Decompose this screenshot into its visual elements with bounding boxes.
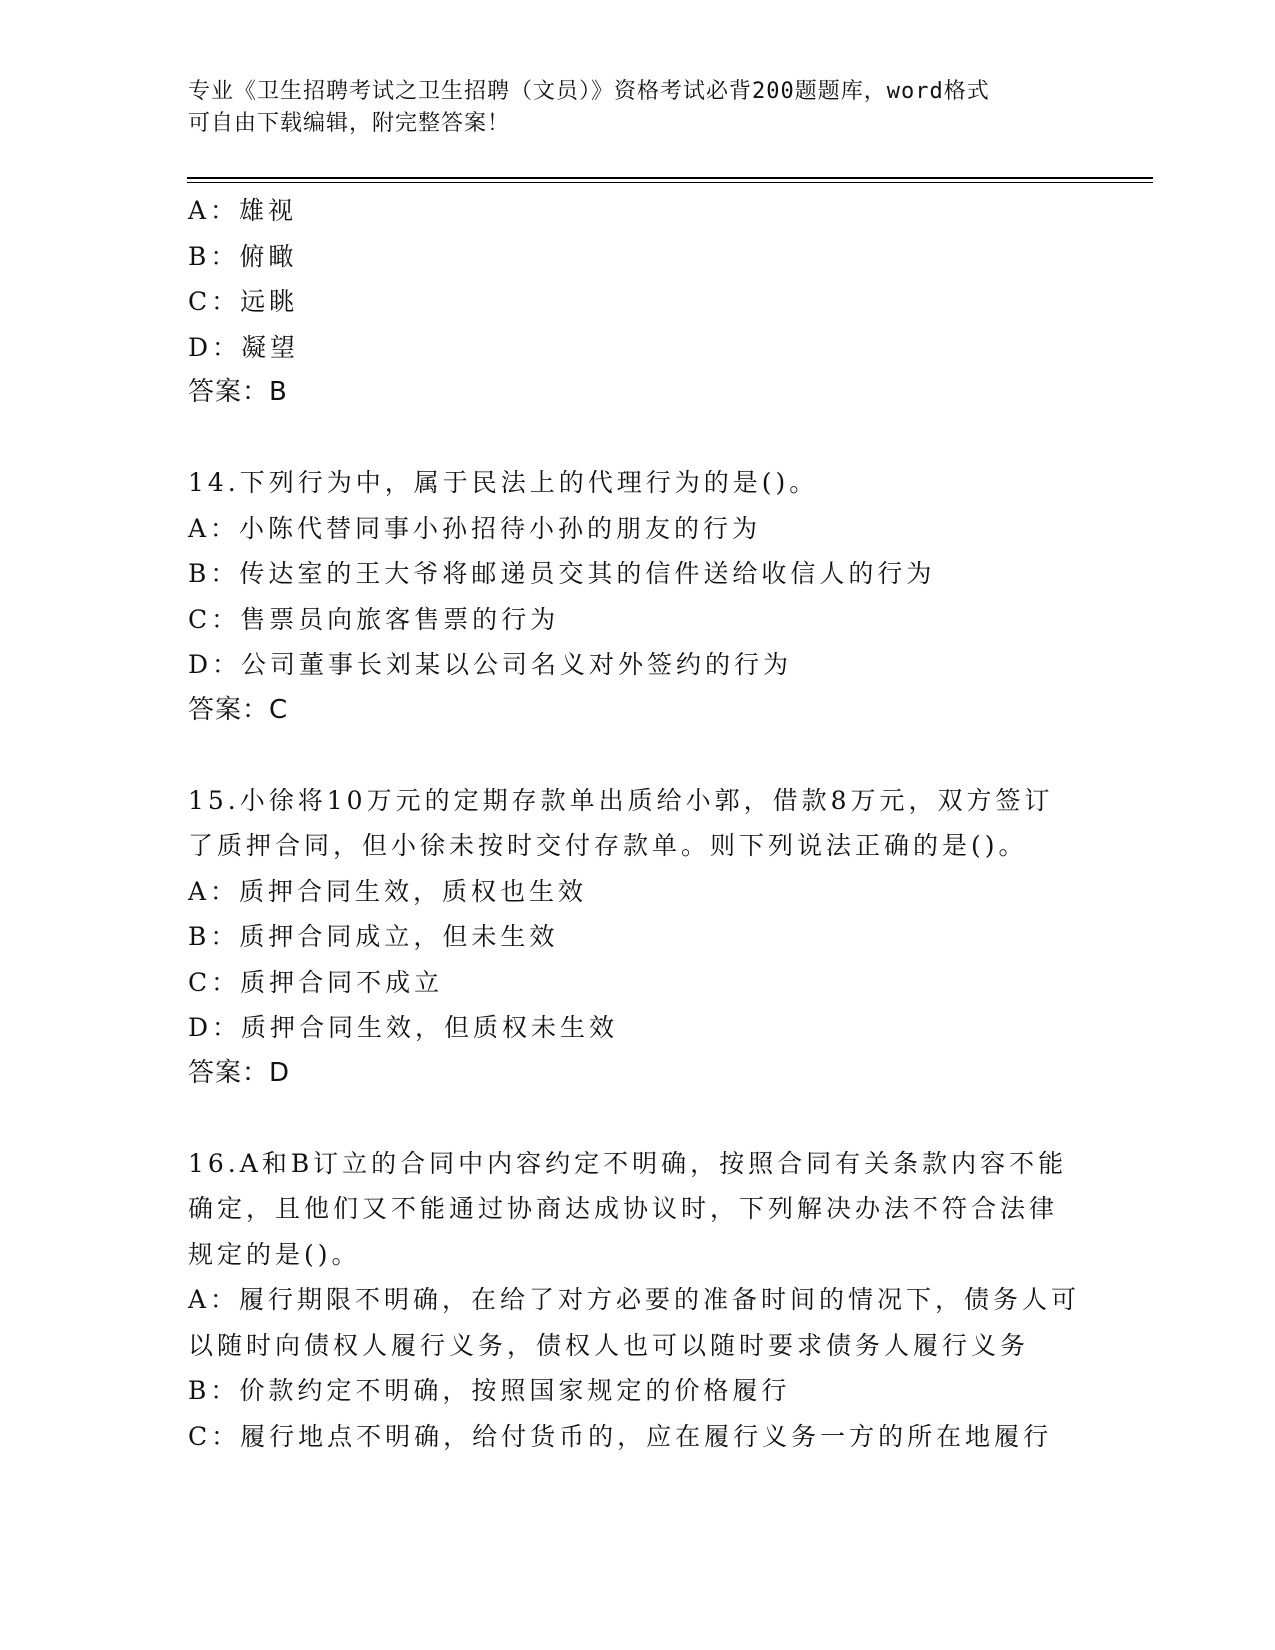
option-b: B：俯瞰: [188, 241, 298, 271]
option-c: C：质押合同不成立: [188, 967, 444, 997]
option-d: D：质押合同生效，但质权未生效: [188, 1013, 619, 1042]
spacer: [188, 733, 1088, 778]
question-14: [188, 460, 1088, 733]
option-d: D：凝望: [188, 332, 300, 362]
question-stem: 14.下列行为中，属于民法上的代理行为的是()。: [188, 468, 819, 497]
option-d: D：公司董事长刘某以公司名义对外签约的行为: [188, 650, 793, 679]
option-a: A：雄视: [188, 196, 298, 225]
question-stem-cont: 了质押合同，但小徐未按时交付存款单。则下列说法正确的是()。: [188, 831, 1028, 860]
question-stem: 16.A和B订立的合同中内容约定不明确，按照合同有关条款内容不能: [188, 1148, 1068, 1178]
header-divider: [187, 177, 1153, 183]
question-13: [188, 188, 1088, 415]
option-c: C：履行地点不明确，给付货币的，应在履行义务一方的所在地履行: [188, 1421, 1053, 1451]
document-header: [188, 76, 1068, 140]
option-a: A：履行期限不明确，在给了对方必要的准备时间的情况下，债务人可: [188, 1285, 1081, 1314]
option-a: A：小陈代替同事小孙招待小孙的朋友的行为: [188, 513, 762, 543]
header-line-1: 专业《卫生招聘考试之卫生招聘（文员）》资格考试必背200题题库，word格式: [188, 79, 990, 104]
option-b: B：传达室的王大爷将邮递员交其的信件送给收信人的行为: [188, 559, 936, 588]
header-line-2: 可自由下载编辑，附完整答案！: [188, 111, 511, 136]
question-stem-cont: 规定的是()。: [188, 1239, 361, 1269]
answer-line: 答案：B: [188, 377, 288, 407]
answer-line: 答案：C: [188, 694, 289, 725]
option-c: C：售票员向旅客售票的行为: [188, 604, 560, 634]
option-b: B：价款约定不明确，按照国家规定的价格履行: [188, 1376, 791, 1405]
spacer: [188, 1096, 1088, 1141]
question-15: [188, 778, 1088, 1096]
question-content: [188, 188, 1088, 1459]
option-b: B：质押合同成立，但未生效: [188, 922, 559, 951]
spacer: [188, 415, 1088, 460]
option-a-cont: 以随时向债权人履行义务，债权人也可以随时要求债务人履行义务: [188, 1330, 1030, 1360]
answer-line: 答案：D: [188, 1057, 291, 1088]
option-c: C：远眺: [188, 287, 299, 316]
option-a: A：质押合同生效，质权也生效: [188, 876, 588, 906]
question-stem: 15.小徐将10万元的定期存款单出质给小郭，借款8万元，双方签订: [188, 785, 1054, 815]
question-16: [188, 1141, 1088, 1460]
question-stem-cont: 确定，且他们又不能通过协商达成协议时，下列解决办法不符合法律: [188, 1194, 1059, 1223]
